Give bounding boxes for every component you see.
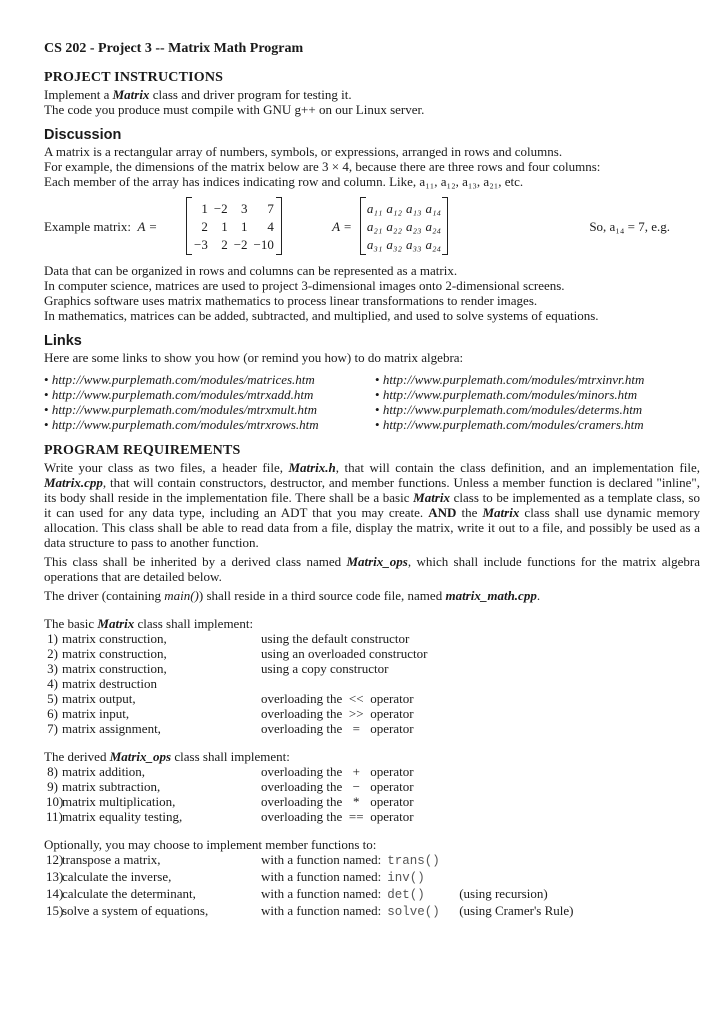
numeric-matrix-cell: 2 [221,236,228,252]
numeric-matrix-row [191,235,277,253]
derived-item-operator: * [352,794,360,809]
numeric-matrix-cell: −2 [213,200,228,216]
requirements-para-3: The driver (containing main()) shall reside in a third source code file, named matrix_math.cpp. [44,588,541,603]
discussion-line-1: A matrix is a rectangular array of numbers, symbols, or expressions, arranged in rows and columns. [44,144,563,159]
optional-item-number: 12) [46,852,64,867]
optional-item-method [261,852,621,869]
optional-item-method [261,886,621,903]
numeric-matrix-cell: 4 [267,218,274,234]
derived-item-how: overloading the [261,794,343,809]
requirements-para-2: This class shall be inherited by a derived class named Matrix_ops, which shall include functions for the matrix algebra operations that are detailed below. [44,554,700,584]
numeric-matrix-cell: −3 [194,236,208,252]
optional-item-note: (using Cramer's Rule) [459,903,574,918]
basic-item-label: matrix construction, [62,661,167,676]
symbolic-matrix-cell: a₁₂ [386,200,402,216]
derived-item-operator-word: operator [370,764,414,779]
symbolic-matrix-label: A = [332,218,352,234]
link-mtrxadd[interactable]: • http://www.purplemath.com/modules/mtrxadd.htm [44,387,314,402]
basic-item-operator-word: operator [370,706,414,721]
basic-item-number: 1) [47,631,58,646]
optional-item-how: with a function named: [261,852,382,867]
link-minors[interactable]: • http://www.purplemath.com/modules/minors.htm [375,387,638,402]
basic-item-number: 3) [47,661,58,676]
basic-item-operator: = [352,721,360,736]
discussion-para-1: Data that can be organized in rows and columns can be represented as a matrix. [44,263,458,278]
optional-item-label: calculate the determinant, [62,886,196,901]
optional-item-number: 15) [46,903,64,918]
basic-item-how: overloading the [261,721,343,736]
optional-item-how: with a function named: [261,869,382,884]
derived-item-label: matrix multiplication, [62,794,176,809]
link-matrices[interactable]: • http://www.purplemath.com/modules/matrices.htm [44,372,315,387]
derived-item-number: 10) [46,794,64,809]
basic-item-number: 7) [47,721,58,736]
optional-item-label: solve a system of equations, [62,903,209,918]
basic-item-label: matrix construction, [62,646,167,661]
basic-item-how: using the default constructor [261,631,410,646]
basic-item-how: overloading the [261,706,343,721]
basic-item-method [261,721,561,736]
discussion-para-3: Graphics software uses matrix mathematics to process linear transformations to render images. [44,293,538,308]
numeric-matrix-cell: 3 [241,200,248,216]
symbolic-matrix-cell: a₂₄ [425,236,442,252]
symbolic-matrix-cell: a₂₄ [425,218,442,234]
derived-item-method [261,764,561,779]
basic-item-method [261,661,561,676]
link-mtrxinvr[interactable]: • http://www.purplemath.com/modules/mtrxinvr.htm [375,372,645,387]
numeric-matrix [186,197,282,255]
optional-item-method [261,903,621,920]
basic-item-how: overloading the [261,691,343,706]
derived-item-method [261,809,561,824]
derived-class-intro: The derived Matrix_ops class shall implement: [44,749,290,764]
basic-item-operator: >> [348,706,364,721]
requirements-heading: PROGRAM REQUIREMENTS [44,443,241,458]
derived-item-operator-word: operator [370,779,414,794]
basic-item-method [261,646,561,661]
numeric-matrix-cell: 1 [201,200,208,216]
basic-class-intro: The basic Matrix class shall implement: [44,616,254,631]
derived-item-method [261,794,561,809]
basic-item-label: matrix destruction [62,676,157,691]
optional-item-function: inv() [387,871,425,885]
discussion-para-2: In computer science, matrices are used to project 3-dimensional images onto 2-dimensional screens. [44,278,565,293]
basic-item-method [261,631,561,646]
basic-item-label: matrix construction, [62,631,167,646]
derived-item-operator: == [348,809,364,824]
derived-item-label: matrix subtraction, [62,779,161,794]
links-heading: Links [44,333,82,349]
symbolic-matrix-cell: a₂₃ [405,218,422,234]
derived-item-method [261,779,561,794]
discussion-line-2: For example, the dimensions of the matrix below are 3 × 4, because there are three rows and four columns: [44,159,601,174]
numeric-matrix-row [191,217,277,235]
derived-item-label: matrix equality testing, [62,809,183,824]
optional-item-function: trans() [387,854,440,868]
instructions-line-1: Implement a Matrix class and driver program for testing it. [44,87,352,102]
optional-item-label: transpose a matrix, [62,852,161,867]
symbolic-matrix-cell: a₁₁ [366,200,383,216]
derived-item-how: overloading the [261,779,343,794]
optional-item-how: with a function named: [261,886,382,901]
optional-intro: Optionally, you may choose to implement member functions to: [44,837,377,852]
document-page [44,40,700,920]
discussion-para-4: In mathematics, matrices can be added, subtracted, and multiplied, and used to solve systems of equations. [44,308,599,323]
derived-item-operator-word: operator [370,809,414,824]
link-mtrxrows[interactable]: • http://www.purplemath.com/modules/mtrxrows.htm [44,417,319,432]
basic-item-operator-word: operator [370,691,414,706]
optional-item-number: 13) [46,869,64,884]
symbolic-matrix-cell: a₂₁ [366,218,383,234]
link-cramers[interactable]: • http://www.purplemath.com/modules/cramers.htm [375,417,644,432]
symbolic-matrix-row [365,199,443,217]
optional-item-function: det() [387,888,425,902]
symbolic-matrix-cell: a₃₁ [366,236,383,252]
basic-item-operator-word: operator [370,721,414,736]
links-list [44,372,700,432]
basic-item-label: matrix input, [62,706,130,721]
numeric-matrix-cell: −2 [233,236,248,252]
discussion-heading: Discussion [44,127,122,143]
symbolic-matrix-cell: a₃₂ [386,236,402,252]
optional-item-note: (using recursion) [459,886,548,901]
optional-item-function: solve() [387,905,440,919]
basic-item-method [261,691,561,706]
symbolic-matrix-row [365,235,443,253]
requirements-para-1: Write your class as two files, a header file, Matrix.h, that will contain the class definition, and an implementation file, Matrix.cpp, that will contain constructors, destructor, and member functions. Unless a member function is declared "inline", its body shall reside in the implementation file. There shall be a basic Matrix class to be implemented as a template class, so it can used for any data type, including an ADT that you may create. AND the Matrix class shall use dynamic memory allocation. This class shall be able to read data from a file, display the matrix, write it out to a file, and possibly be used as a data structure to pass to another function. [44,460,700,550]
symbolic-matrix-row [365,217,443,235]
link-determs[interactable]: • http://www.purplemath.com/modules/determs.htm [375,402,643,417]
basic-item-method [261,706,561,721]
basic-class-list [46,631,700,736]
example-matrix-row [44,196,700,256]
basic-item-operator: << [348,691,364,706]
basic-item-method [261,676,561,691]
optional-list [46,852,700,920]
symbolic-matrix-cell: a₃₃ [405,236,422,252]
instructions-line-2: The code you produce must compile with GNU g++ on our Linux server. [44,102,425,117]
optional-item-number: 14) [46,886,64,901]
derived-class-list [46,764,700,824]
numeric-matrix-cell: 7 [267,200,274,216]
basic-item-how: using a copy constructor [261,661,389,676]
numeric-matrix-cell: 1 [221,218,228,234]
symbolic-matrix-cell: a₁₃ [405,200,422,216]
derived-item-number: 9) [47,779,58,794]
basic-item-label: matrix assignment, [62,721,161,736]
derived-item-operator: − [352,779,360,794]
instructions-heading: PROJECT INSTRUCTIONS [44,70,224,85]
numeric-matrix-cell: −10 [253,236,274,252]
basic-item-how: using an overloaded constructor [261,646,428,661]
derived-item-operator: + [352,764,360,779]
basic-item-number: 5) [47,691,58,706]
page-title: CS 202 - Project 3 -- Matrix Math Program [44,41,304,56]
derived-item-operator-word: operator [370,794,414,809]
derived-item-how: overloading the [261,764,343,779]
derived-item-label: matrix addition, [62,764,146,779]
symbolic-matrix [360,197,448,255]
derived-item-number: 8) [47,764,58,779]
numeric-matrix-cell: 2 [201,218,208,234]
basic-item-number: 4) [47,676,58,691]
derived-item-number: 11) [46,809,63,824]
basic-item-label: matrix output, [62,691,136,706]
optional-item-method [261,869,621,886]
numeric-matrix-cell: 1 [241,218,248,234]
basic-item-number: 2) [47,646,58,661]
basic-item-number: 6) [47,706,58,721]
links-intro: Here are some links to show you how (or remind you how) to do matrix algebra: [44,350,464,365]
optional-item-label: calculate the inverse, [62,869,172,884]
matrix-note: So, a₁₄ = 7, e.g. [589,218,670,234]
derived-item-how: overloading the [261,809,343,824]
discussion-line-3: Each member of the array has indices indicating row and column. Like, a₁₁, a₁₂, a₁₃, a₂₁, etc. [44,174,524,189]
link-mtrxmult[interactable]: • http://www.purplemath.com/modules/mtrxmult.htm [44,402,317,417]
symbolic-matrix-cell: a₂₂ [386,218,402,234]
optional-item-how: with a function named: [261,903,382,918]
symbolic-matrix-cell: a₁₄ [425,200,442,216]
example-matrix-label: Example matrix: A = [44,218,158,234]
numeric-matrix-row [191,199,277,217]
